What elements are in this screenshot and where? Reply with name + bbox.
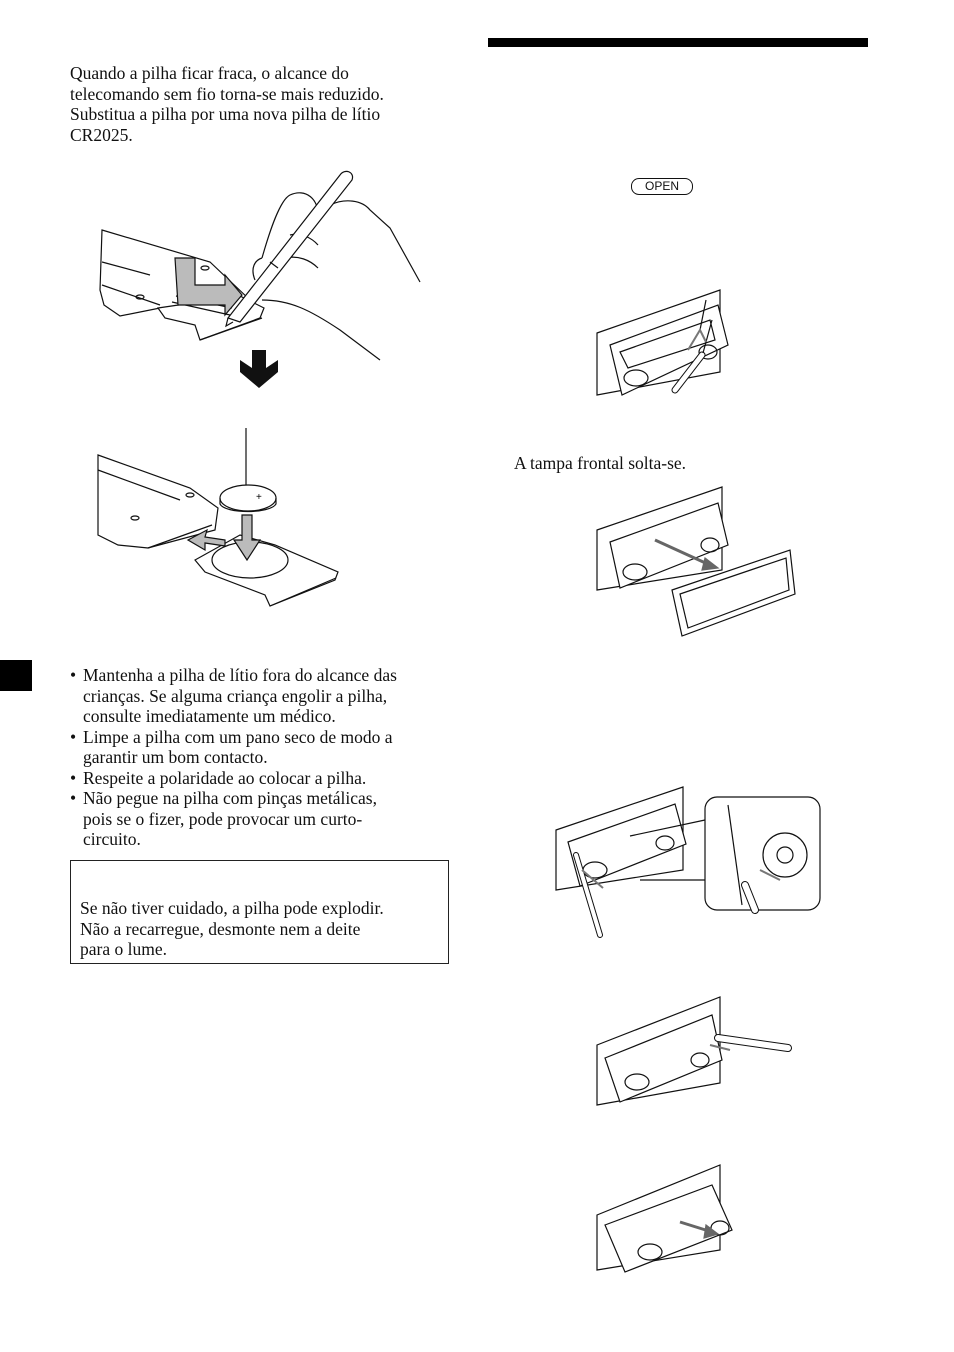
- battery-plus-label: +: [256, 492, 262, 503]
- note-item: • Limpe a pilha com um pano seco de modo a garantir um bom contacto.: [70, 726, 393, 767]
- note-item: • Não pegue na pilha com pinças metálicas, pois se o fizer, pode provocar um curto- circuito.: [70, 788, 377, 849]
- warning-text: Se não tiver cuidado, a pilha pode explodir. Não a recarregue, desmonte nem a deite para o lume.: [80, 898, 384, 959]
- intro-line: Quando a pilha ficar fraca, o alcance do: [70, 63, 349, 83]
- note-item: • Respeite a polaridade ao colocar a pilha.: [70, 767, 367, 788]
- caption-front-cover: A tampa frontal solta-se.: [514, 453, 687, 473]
- intro-line: CR2025.: [70, 124, 133, 145]
- note-item: • Mantenha a pilha de lítio fora do alcance das crianças. Se alguma criança engolir a pilha, consulte imediatamente um médico.: [70, 665, 397, 726]
- open-button-symbol: OPEN: [631, 178, 693, 195]
- intro-line: telecomando sem fio torna-se mais reduzido.: [70, 83, 384, 104]
- intro-line: Substitua a pilha por uma nova pilha de lítio: [70, 104, 381, 124]
